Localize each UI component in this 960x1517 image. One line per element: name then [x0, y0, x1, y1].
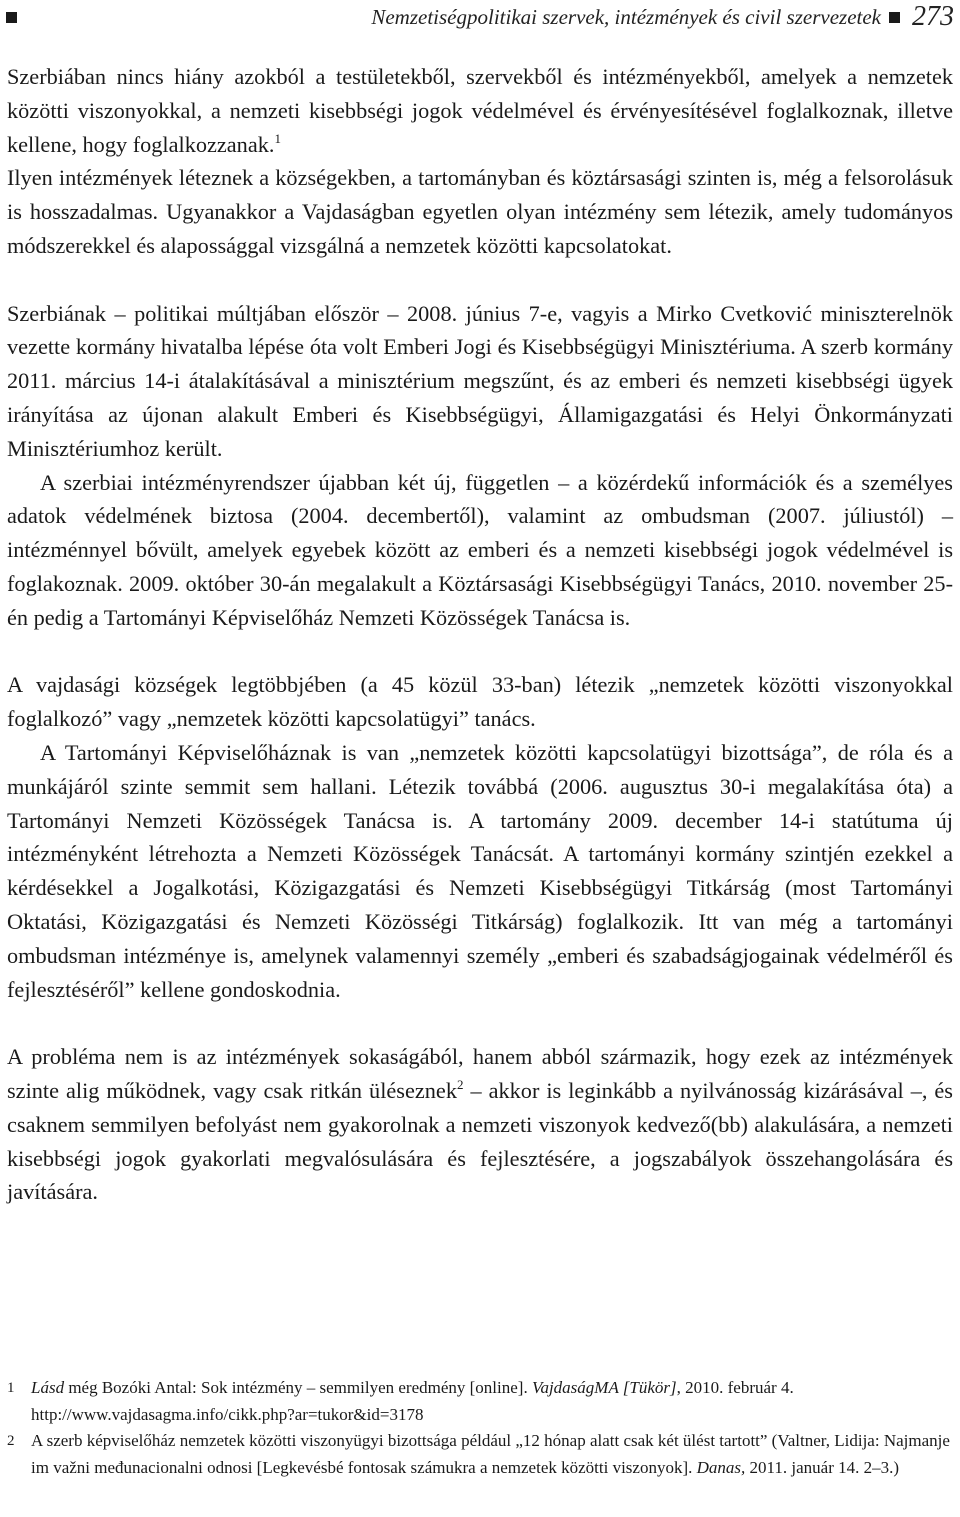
footnote-number: 1	[7, 1380, 15, 1396]
footnote-ref[interactable]: 1	[274, 130, 281, 146]
footnote-source: Danas,	[696, 1457, 746, 1477]
footnote-body: A szerb képviselőház nemzetek közötti viszonyügyi bizottsága például „12 hónap alatt csak két ülést tartott” (Valtner, Lidija: Najmanje im važni međunacionalni odnosi [Legkevésbé fontosak számukra a nemzetek közötti viszonyok].	[31, 1431, 950, 1477]
paragraph-text: Ilyen intézmények léteznek a községekben, a tartományban és köztársasági szinten is, még a felsorolásuk is hosszadalmas. Ugyanakkor a Vajdaságban egyetlen olyan intézmény sem létezik, amely tudományos módszerekkel és alapossággal vizsgálná a nemzetek közötti kapcsolatokat.	[7, 165, 953, 258]
paragraph: A vajdasági községek legtöbbjében (a 45 közül 33-ban) létezik „nemzetek közötti viszonyokkal foglalkozó” vagy „nemzetek közötti kapcsolatügyi” tanács.	[7, 672, 953, 732]
footnote-body: 2011. január 14. 2‒3.)	[745, 1457, 900, 1477]
paragraph-text: A probléma nem is az intézmények sokaságából, hanem abból származik, hogy ezek az intézmények szinte alig működnek, vagy csak ritkán üléseznek	[7, 1044, 953, 1103]
footnote-text	[31, 1375, 953, 1428]
paragraph: Szerbiának – politikai múltjában először – 2008. június 7-e, vagyis a Mirko Cvetković miniszterelnök vezette kormány hivatalba lépése óta volt Emberi Jogi és Kisebbségügyi Minisztériuma. A szerb kormány 2011. március 14-i átalakításával a minisztérium megszűnt, és az emberi és nemzeti kisebbségi ügyek irányítása az újonan alakult Emberi és Kisebbségügyi, Államigazgatási és Helyi Önkormányzati Minisztériumhoz került.	[7, 300, 953, 461]
square-bullet-icon	[6, 12, 17, 23]
paragraph-text: Szerbiában nincs hiány azokból a testületekből, szervekből és intézményekből, amelyek a nemzetek közötti viszonyokkal, a nemzeti kisebbségi jogok védelmével és érvényesítésével foglalkoznak, illetve kellene, hogy foglalkozzanak.	[7, 64, 953, 157]
paragraph	[7, 60, 953, 263]
square-bullet-icon	[889, 12, 900, 23]
footnotes	[7, 1375, 953, 1481]
footnote-ref[interactable]: 2	[456, 1076, 464, 1092]
footnote-number: 2	[7, 1433, 15, 1449]
page-number: 273	[912, 1, 954, 32]
paragraph	[7, 1040, 953, 1209]
main-text	[7, 60, 953, 1209]
footnote-text	[31, 1428, 953, 1481]
footnote	[7, 1428, 953, 1481]
footnote-italic: Lásd	[31, 1378, 65, 1397]
footnote-source: VajdaságMA [Tükör]	[531, 1378, 677, 1397]
running-header-right	[371, 1, 954, 33]
running-header	[6, 2, 954, 32]
footnote	[7, 1375, 953, 1428]
paragraph: A Tartományi Képviselőháznak is van „nemzetek közötti kapcsolatügyi bizottsága”, de róla és a munkájáról szinte semmit sem hallani. Létezik továbbá (2006. augusztus 30-i megalakítása óta) a Tartományi Nemzeti Közösségek Tanácsa is. A tartomány 2009. december 14-i statútuma új intézményként létrehozta a Nemzeti Közösségek Tanácsát. A tartományi kormány szintjén ezekkel a kérdésekkel a Jogalkotási, Közigazgatási és Nemzeti Kisebbségügyi Titkárság (most Tartományi Oktatási, Közigazgatási és Nemzeti Közösségi Titkárság) foglalkozik. Itt van még a tartományi ombudsman intézménye is, amelynek valamennyi személy „emberi és szabadságjogainak védelméről és fejlesztéséről” kellene gondoskodnia.	[7, 739, 953, 1002]
paragraph-text: – akkor is leginkább a nyilvánosság kizárásával –, és csaknem semmilyen befolyást nem gyakorolnak a nemzeti viszonyok kedvező(bb) alakulására, a nemzeti kisebbségi jogok gyakorlati megvalósulására és fejlesztésére, a jogszabályok összehangolására és javítására.	[7, 1077, 953, 1205]
footnote-body: még Bozóki Antal: Sok intézmény – semmilyen eredmény [online].	[64, 1378, 532, 1397]
footnote-link[interactable]: , 2010. február 4. http://www.vajdasagma.info/cikk.php?ar=tukor&id=3178	[31, 1378, 794, 1424]
paragraph: A szerbiai intézményrendszer újabban két új, független – a közérdekű információk és a személyes adatok védelmének biztosa (2004. decembertől), valamint az ombudsman (2007. júliustól) – intézménnyel bővült, amelyek egyebek között az emberi és a nemzeti kisebbségi jogok védelmével is foglakoznak. 2009. október 30-án megalakult a Köztársasági Kisebbségügyi Tanács, 2010. november 25-én pedig a Tartományi Képviselőház Nemzeti Közösségek Tanácsa is.	[7, 469, 953, 630]
running-title: Nemzetiségpolitikai szervek, intézmények és civil szervezetek	[371, 4, 881, 29]
